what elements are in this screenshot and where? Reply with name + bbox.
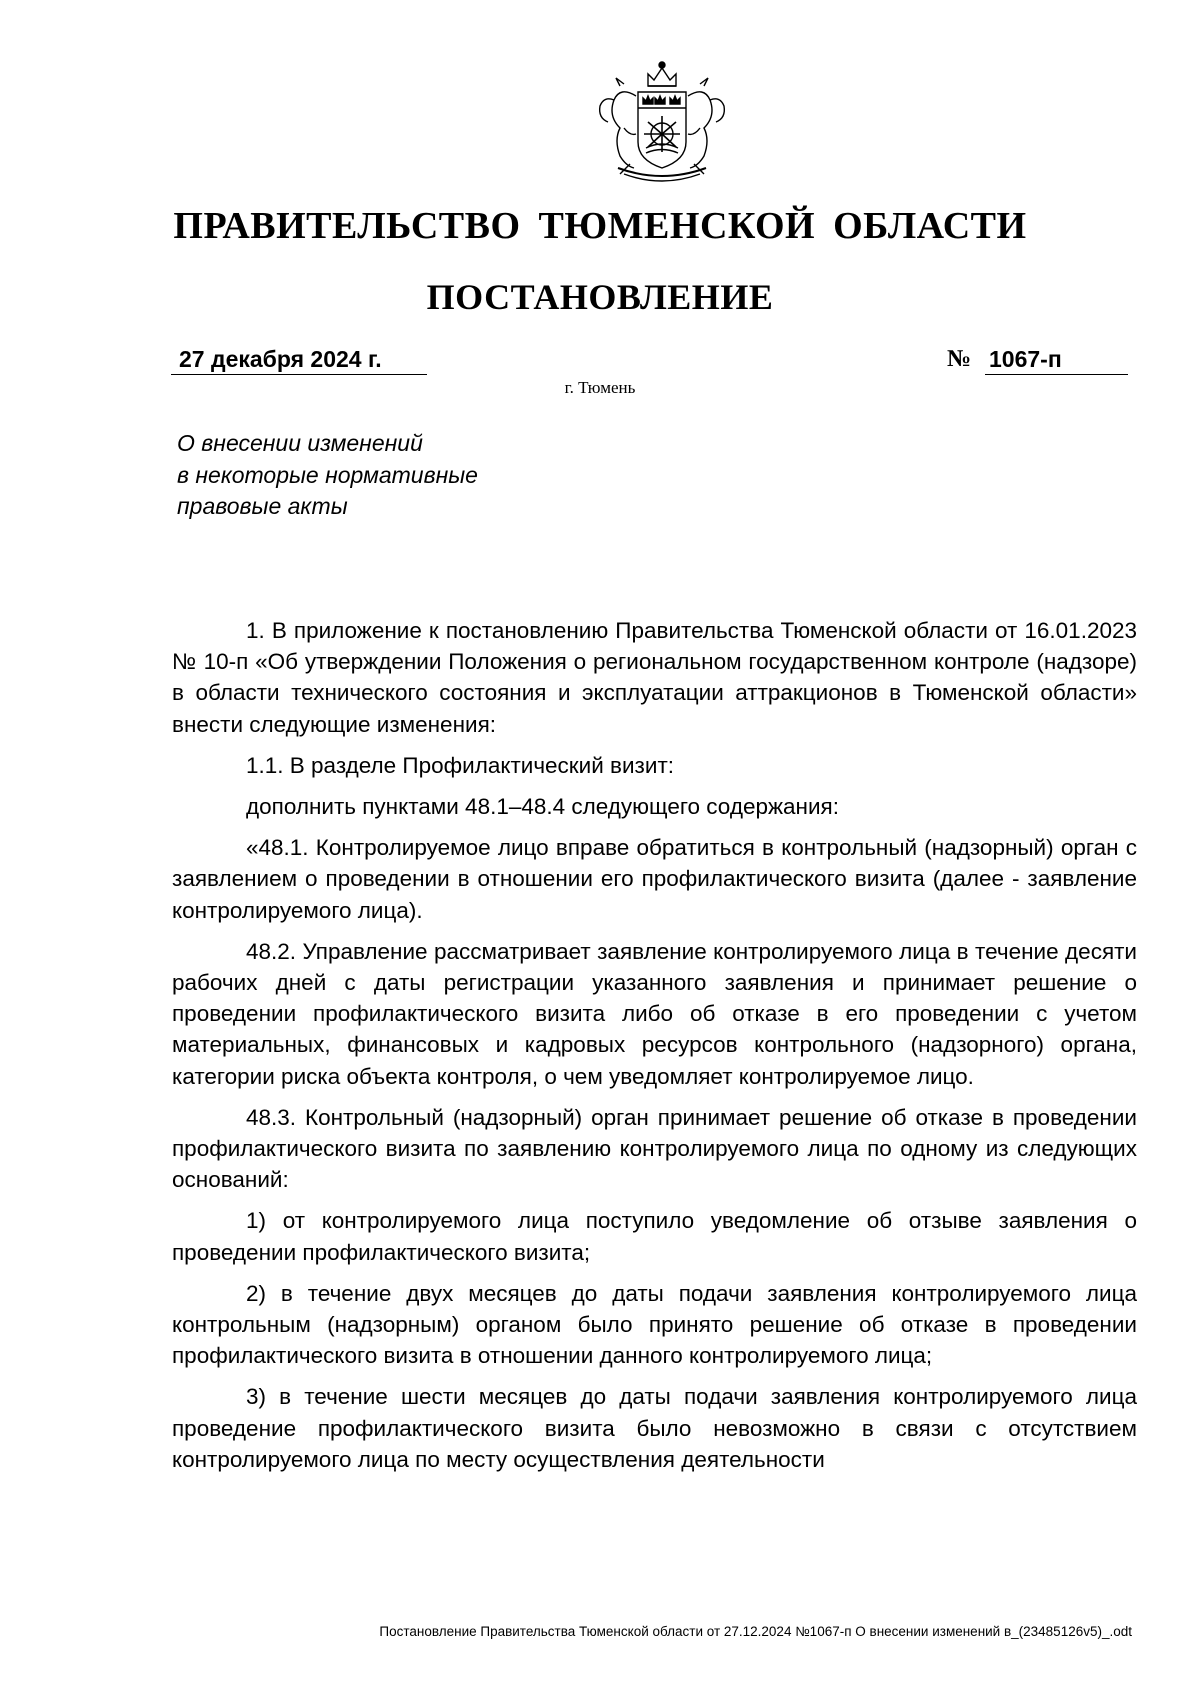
- document-number-field: [985, 344, 1128, 375]
- page-footer: Постановление Правительства Тюменской области от 27.12.2024 №1067-п О внесении изменений в_(23485126v5)_.odt: [379, 1624, 1132, 1639]
- body-paragraph: 48.2. Управление рассматривает заявление контролируемого лица в течение десяти рабочих дней с даты регистрации указанного заявления и принимает решение о проведении профилактического визита либо об отказе в его проведении с учетом материальных, финансовых и кадровых ресурсов контрольного (надзорного) органа, категории риска объекта контроля, о чем уведомляет контролируемое лицо.: [172, 938, 1137, 1089]
- document-date-field: [171, 344, 427, 375]
- number-sign: №: [947, 346, 972, 372]
- subject-line: в некоторые нормативные: [177, 461, 478, 488]
- body-paragraph: 48.3. Контрольный (надзорный) орган принимает решение об отказе в проведении профилактического визита по заявлению контролируемого лица по одному из следующих оснований:: [172, 1104, 1137, 1193]
- document-number: 1067-п: [989, 346, 1062, 372]
- body-paragraph: 3) в течение шести месяцев до даты подачи заявления контролируемого лица проведение профилактического визита было невозможно в связи с отсутствием контролируемого лица по месту осуществления деятельности: [172, 1384, 1137, 1472]
- organization-title: ПРАВИТЕЛЬСТВО ТЮМЕНСКОЙ ОБЛАСТИ: [173, 205, 1027, 247]
- body-paragraph: 2) в течение двух месяцев до даты подачи заявления контролируемого лица контрольным (надзорным) органом было принято решение об отказе в проведении профилактического визита в отношении данного контролируемого лица;: [172, 1280, 1137, 1369]
- coat-of-arms-icon: [590, 56, 735, 188]
- document-subject: [177, 428, 597, 523]
- subject-line: О внесении изменений: [177, 430, 423, 456]
- body-paragraph: 1.1. В разделе Профилактический визит:: [246, 752, 674, 778]
- document-body: [172, 615, 1137, 1475]
- body-paragraph: 1) от контролируемого лица поступило уведомление об отзыве заявления о проведении профилактического визита;: [172, 1208, 1137, 1265]
- body-paragraph: дополнить пунктами 48.1–48.4 следующего содержания:: [246, 794, 839, 820]
- document-date: 27 декабря 2024 г.: [179, 346, 382, 372]
- body-paragraph: «48.1. Контролируемое лицо вправе обратиться в контрольный (надзорный) орган с заявлением о проведении в отношении его профилактического визита (далее - заявление контролируемого лица).: [172, 835, 1137, 923]
- subject-line: правовые акты: [177, 493, 348, 519]
- body-paragraph: 1. В приложение к постановлению Правительства Тюменской области от 16.01.2023 № 10-п «Об утверждении Положения о региональном государственном контроле (надзоре) в области технического состояния и эксплуатации аттракционов в Тюменской области» внести следующие изменения:: [172, 618, 1137, 737]
- document-type-title: ПОСТАНОВЛЕНИЕ: [426, 277, 774, 317]
- city-label: г. Тюмень: [564, 378, 636, 397]
